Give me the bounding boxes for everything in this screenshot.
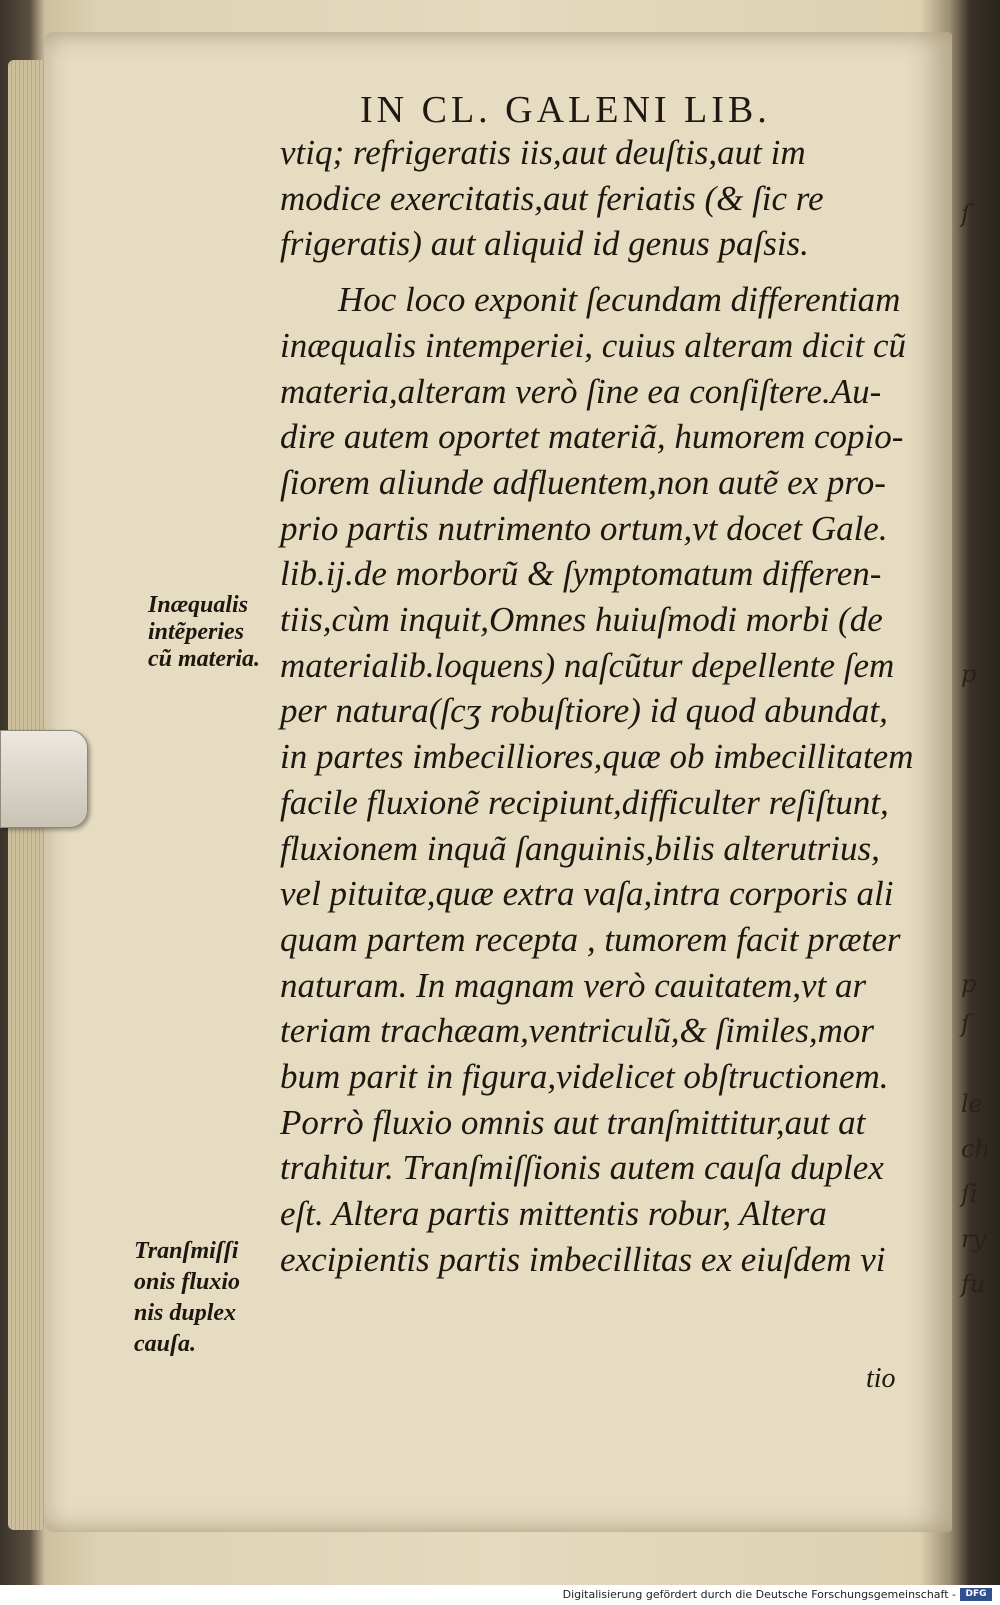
text-line: modice exercitatis,aut feriatis (& ſic re	[280, 178, 824, 218]
text-line: frigeratis) aut aliquid id genus paſsis.	[280, 224, 809, 264]
marginal-note	[134, 1236, 240, 1360]
text-line: teriam trachæam,ventriculũ,& ſimiles,mor	[280, 1011, 874, 1051]
fragment: le	[961, 1090, 983, 1118]
text-line: eſt. Altera partis mittentis robur, Altera	[280, 1194, 827, 1234]
fragment: p	[961, 660, 977, 688]
marginal-note-line: cauſa.	[134, 1331, 196, 1357]
text-line: ſiorem aliunde adfluentem,non autẽ ex pro-	[280, 462, 886, 502]
text-line: fluxionem inquã ſanguinis,bilis alterutrius,	[280, 828, 880, 868]
marginal-note-line: onis fluxio	[134, 1269, 241, 1295]
text-line: tiis,cùm inquit,Omnes huiuſmodi morbi (de	[280, 600, 883, 640]
text-line: prio partis nutrimento ortum,vt docet Gale.	[280, 508, 888, 548]
text-line: excipientis partis imbecillitas ex eiuſdem vi	[280, 1239, 886, 1279]
text-line: lib.ij.de morborũ & ſymptomatum differen-	[280, 554, 882, 594]
catchword: tio	[866, 1363, 896, 1394]
marginal-note-line: cũ materia.	[148, 646, 260, 672]
fragment: ſ	[961, 1010, 970, 1038]
fragment: ſi	[961, 1180, 978, 1208]
running-head: IN CL. GALENI LIB.	[360, 89, 771, 131]
text-line: bum parit in figura,videlicet obſtructionem.	[280, 1057, 889, 1097]
text-line: facile fluxionẽ recipiunt,difficulter reſiſtunt,	[280, 782, 889, 822]
text-line: trahitur. Tranſmiſſionis autem cauſa duplex	[280, 1148, 884, 1188]
dfg-logo: DFG	[960, 1588, 992, 1601]
text-line: Porrò fluxio omnis aut tranſmittitur,aut at	[280, 1102, 866, 1142]
fragment: fu	[961, 1270, 986, 1298]
text-line: quam partem recepta , tumorem facit præter	[280, 919, 901, 959]
text-line: vtiq; refrigeratis iis,aut deuſtis,aut im	[280, 133, 806, 172]
marginal-note-line: nis duplex	[134, 1300, 237, 1326]
text-line: vel pituitæ,quæ extra vaſa,intra corporis ali	[280, 874, 894, 914]
marginal-note-line: Inæqualis	[148, 592, 249, 618]
digitization-footer	[0, 1585, 1000, 1605]
fragment: p	[961, 970, 977, 998]
text-line: naturam. In magnam verò cauitatem,vt ar	[280, 965, 867, 1005]
text-line: inæqualis intemperiei, cuius alteram dicit cũ	[280, 325, 907, 365]
body-text	[280, 130, 930, 1283]
marginal-note	[148, 592, 260, 673]
marginal-note-line: Tranſmiſſi	[134, 1238, 239, 1264]
fragment: ſ	[961, 200, 970, 228]
text-line: in partes imbecilliores,quæ ob imbecillitatem	[280, 737, 914, 777]
fragment: ch	[961, 1135, 990, 1163]
marginal-note-line: intẽperies	[148, 619, 244, 645]
facing-page-fragments	[955, 200, 1000, 1350]
footer-credit: Digitalisierung gefördert durch die Deutsche Forschungsgemeinschaft -	[562, 1588, 956, 1601]
page-clip	[0, 730, 88, 828]
text-line: materia,alteram verò ſine ea conſiſtere.Au-	[280, 371, 882, 411]
fragment: ry	[961, 1225, 987, 1253]
paragraph-start-line: Hoc loco exponit ſecundam differentiam	[338, 280, 901, 320]
text-line: dire autem oportet materiã, humorem copio-	[280, 417, 904, 457]
text-line: per natura(ſcʒ robuſtiore) id quod abundat,	[280, 691, 888, 731]
text-line: materialib.loquens) naſcũtur depellente ſem	[280, 645, 895, 685]
